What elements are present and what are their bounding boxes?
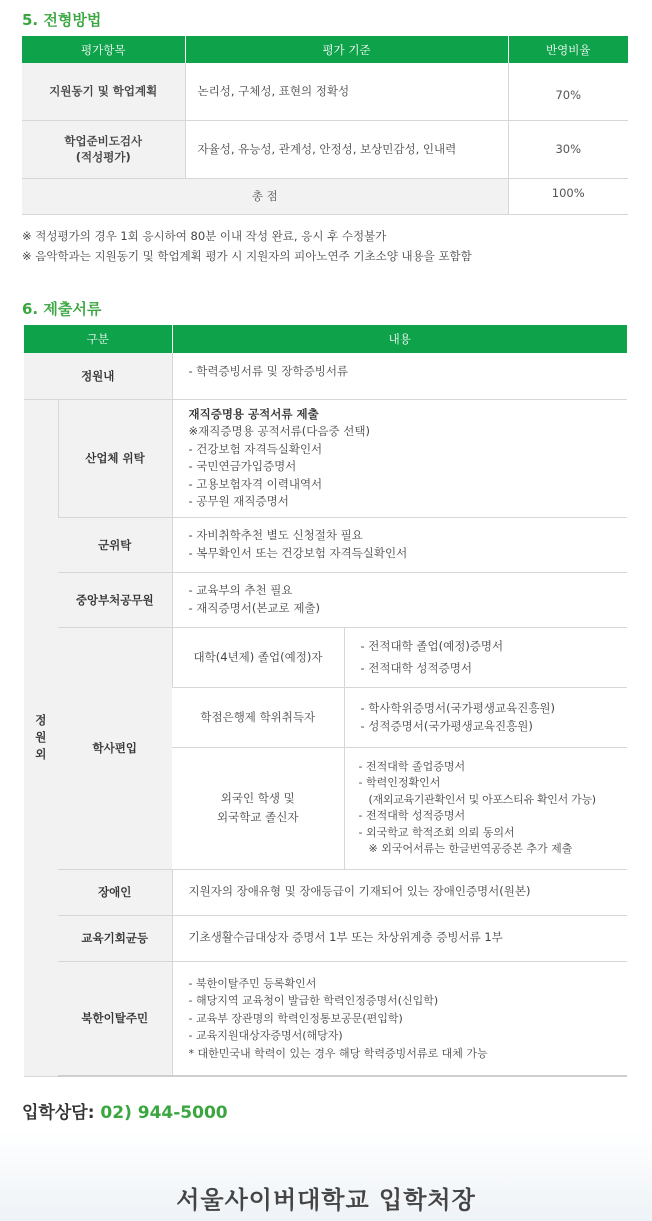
list-item: - 전적대학 졸업(예정)증명서 <box>360 639 504 653</box>
header-category: 구분 <box>24 325 172 353</box>
eval-ratio-aptitude: 30% <box>508 120 628 178</box>
list-item: - 성적증명서(국가평생교육진흥원) <box>360 719 533 733</box>
eval-item-aptitude-line1: 학업준비도검사 <box>64 134 143 148</box>
list-item: - 북한이탈주민 등록확인서 <box>188 976 317 990</box>
contact-label: 입학상담: <box>22 1103 95 1123</box>
admission-contact <box>22 1098 228 1123</box>
total-label: 총 점 <box>22 178 508 214</box>
category-regular: 정원내 <box>24 353 172 399</box>
list-item: - 전적대학 성적증명서 <box>360 661 472 675</box>
header-ratio: 반영비율 <box>508 36 628 63</box>
category-defector: 북한이탈주민 <box>58 961 172 1076</box>
list-item: ※ 외국어서류는 한글번역공증본 추가 제출 <box>368 842 573 855</box>
table-row <box>24 399 627 517</box>
list-item: (재외교육기관확인서 및 아포스티유 확인서 가능) <box>368 792 596 806</box>
category-industry: 산업체 위탁 <box>58 399 172 517</box>
evaluation-table <box>22 36 628 215</box>
table-row-total <box>22 178 628 214</box>
contact-phone[interactable]: 02) 944-5000 <box>100 1103 228 1123</box>
eval-criteria-aptitude: 자율성, 유능성, 관계성, 안정성, 보상민감성, 인내력 <box>185 120 508 178</box>
industry-heading: 재직증명용 공적서류 제출 <box>188 406 319 421</box>
transfer-type-credit-bank: 학점은행제 학위취득자 <box>172 687 344 747</box>
table-row <box>24 572 627 627</box>
selection-notes <box>22 226 628 266</box>
transfer-type-univ: 대학(4년제) 졸업(예정)자 <box>172 627 344 687</box>
table-row <box>22 63 628 120</box>
list-item: - 학사학위증명서(국가평생교육진흥원) <box>360 701 556 715</box>
content-regular: - 학력증빙서류 및 장학증빙서류 <box>172 353 627 399</box>
category-equal-opportunity: 교육기회균등 <box>58 915 172 961</box>
transfer-type-foreign-line1: 외국인 학생 및 <box>220 791 295 805</box>
list-item: - 전적대학 성적증명서 <box>358 809 466 822</box>
list-item: - 외국학교 학적조회 의뢰 동의서 <box>358 825 515 839</box>
list-item: - 자비취학추천 별도 신청절차 필요 <box>188 528 363 542</box>
category-extra-label: 정원외 <box>35 713 47 761</box>
list-item: - 해당지역 교육청이 발급한 학력인정증명서(신입학) <box>188 994 439 1007</box>
category-disabled: 장애인 <box>58 869 172 915</box>
transfer-docs-univ <box>344 627 627 687</box>
footer-signature: 서울사이버대학교 입학처장 <box>176 1186 476 1214</box>
content-defector <box>172 961 627 1076</box>
list-item: - 재직증명서(본교로 제출) <box>188 600 321 615</box>
list-item: ※재직증명용 공적서류(다음중 선택) <box>188 424 370 438</box>
documents-table-header <box>24 325 627 353</box>
eval-ratio-motivation: 70% <box>508 63 628 120</box>
header-eval-item: 평가항목 <box>22 36 185 63</box>
transfer-docs-foreign <box>344 747 627 869</box>
list-item: - 건강보험 자격득실확인서 <box>188 441 323 456</box>
header-eval-criteria: 평가 기준 <box>185 36 508 63</box>
content-gov-official <box>172 572 627 627</box>
eval-item-aptitude <box>22 120 185 178</box>
table-row <box>24 961 627 1076</box>
list-item: * 대한민국내 학력이 있는 경우 해당 학력증빙서류로 대체 가능 <box>188 1046 488 1060</box>
list-item: - 고용보험자격 이력내역서 <box>188 476 323 491</box>
content-industry <box>172 399 627 517</box>
category-military: 군위탁 <box>58 517 172 572</box>
transfer-docs-credit-bank <box>344 687 627 747</box>
eval-item-aptitude-line2: (적성평가) <box>75 150 131 164</box>
content-equal-opportunity: 기초생활수급대상자 증명서 1부 또는 차상위계층 증빙서류 1부 <box>172 915 627 961</box>
table-row <box>24 627 627 687</box>
note-music: ※ 음악학과는 지원동기 및 학업계획 평가 시 지원자의 피아노연주 기초소양 내용을 포함함 <box>22 249 472 263</box>
total-value: 100% <box>508 178 628 214</box>
list-item: - 교육지원대상자증명서(해당자) <box>188 1029 343 1042</box>
table-row <box>24 517 627 572</box>
table-row <box>24 353 627 399</box>
table-row <box>22 120 628 178</box>
transfer-type-foreign <box>172 747 344 869</box>
table-row <box>24 915 627 961</box>
section-title-documents: 6. 제출서류 <box>22 300 102 318</box>
evaluation-table-header <box>22 36 628 63</box>
eval-criteria-motivation: 논리성, 구체성, 표현의 정확성 <box>185 63 508 120</box>
content-disabled: 지원자의 장애유형 및 장애등급이 기재되어 있는 장애인증명서(원본) <box>172 869 627 915</box>
list-item: - 국민연금가입증명서 <box>188 459 297 473</box>
header-content: 내용 <box>172 325 627 353</box>
category-gov-official: 중앙부처공무원 <box>58 572 172 627</box>
table-row <box>24 869 627 915</box>
list-item: - 전적대학 졸업증명서 <box>358 759 466 773</box>
list-item: - 교육부의 추천 필요 <box>188 583 293 597</box>
list-item: - 교육부 장관명의 학력인정통보공문(편입학) <box>188 1011 403 1025</box>
documents-table <box>24 325 627 1077</box>
list-item: - 공무원 재직증명서 <box>188 494 289 508</box>
section-title-selection-method: 5. 전형방법 <box>22 11 102 29</box>
content-military <box>172 517 627 572</box>
note-aptitude: ※ 적성평가의 경우 1회 응시하여 80분 이내 작성 완료, 응시 후 수정불가 <box>22 229 387 243</box>
transfer-type-foreign-line2: 외국학교 졸신자 <box>217 810 299 824</box>
list-item: - 복무확인서 또는 건강보험 자격득실확인서 <box>188 545 408 560</box>
list-item: - 학력인정확인서 <box>358 776 441 789</box>
category-transfer: 학사편입 <box>58 627 172 869</box>
eval-item-motivation: 지원동기 및 학업계획 <box>22 63 185 120</box>
category-extra <box>24 399 58 1076</box>
